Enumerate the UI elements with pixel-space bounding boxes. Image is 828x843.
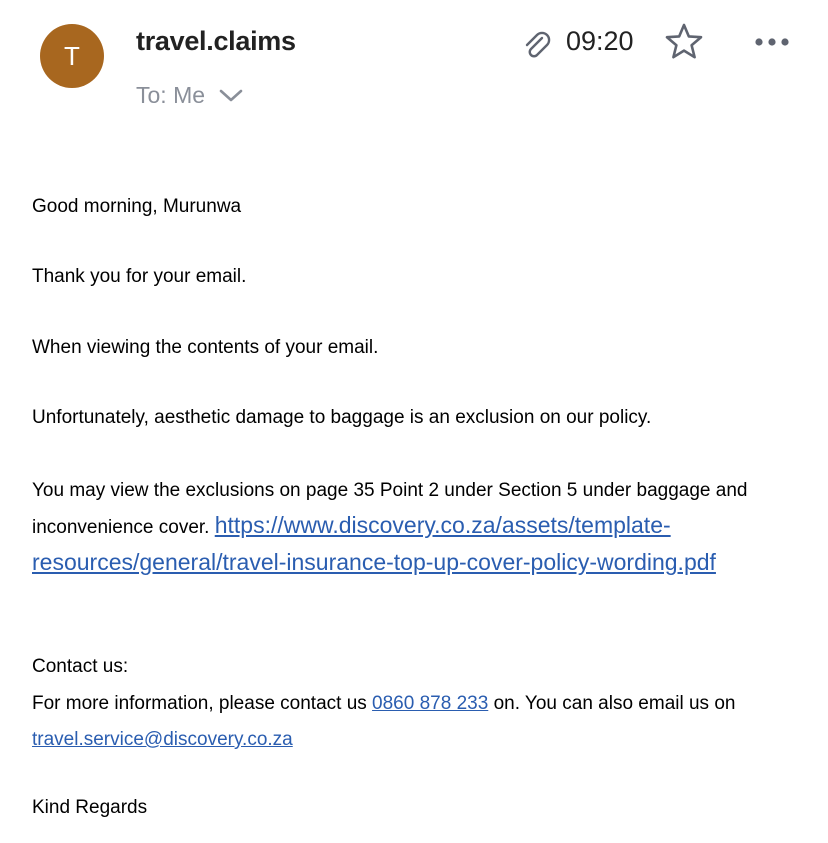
sender-avatar[interactable]: T: [40, 24, 104, 88]
viewing-line: When viewing the contents of your email.: [32, 337, 379, 358]
paperclip-icon[interactable]: [522, 28, 552, 60]
star-icon[interactable]: [664, 22, 704, 62]
exclusions-paragraph: [32, 474, 812, 582]
recipient-row[interactable]: [136, 82, 243, 109]
more-options-icon[interactable]: [752, 32, 792, 52]
thanks-line: Thank you for your email.: [32, 266, 247, 287]
sender-name[interactable]: travel.claims: [136, 26, 296, 56]
policy-link[interactable]: https://www.discovery.co.za/assets/template-resources/general/travel-insurance-top-up-cover-policy-wording.pdf: [32, 512, 716, 575]
email-time: 09:20: [566, 26, 634, 56]
greeting: Good morning, Murunwa: [32, 196, 242, 217]
exclusion-line: Unfortunately, aesthetic damage to baggage is an exclusion on our policy.: [32, 407, 652, 428]
contact-pre: For more information, please contact us: [32, 693, 367, 714]
email-header: [0, 0, 828, 130]
contact-heading: Contact us:: [32, 656, 129, 677]
exclusions-intro: You may view the exclusions on page 35 Point 2 under Section 5 under baggage and inconvenience cover.: [32, 480, 748, 538]
email-link[interactable]: travel.service@discovery.co.za: [32, 729, 293, 750]
recipient-label: To: Me: [136, 82, 206, 108]
contact-post: on. You can also email us on: [493, 693, 736, 714]
sign-off: Kind Regards: [32, 797, 148, 818]
chevron-down-icon[interactable]: [219, 88, 243, 104]
contact-paragraph: [32, 686, 812, 758]
phone-link[interactable]: 0860 878 233: [372, 693, 489, 714]
